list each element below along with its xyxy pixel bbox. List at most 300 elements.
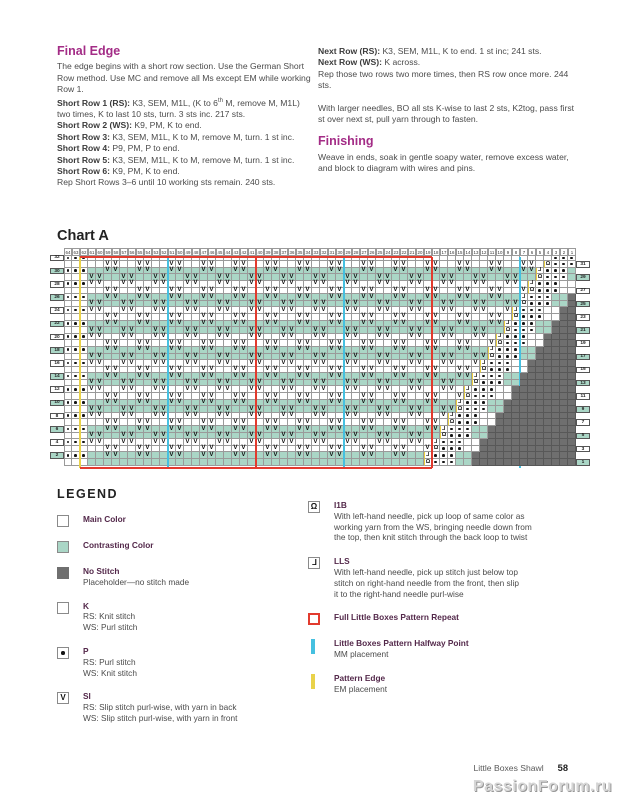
- chart-cell: [80, 439, 88, 446]
- slip-stitch: V: [128, 301, 136, 308]
- slip-stitch: V: [352, 386, 360, 393]
- slip-stitch: V: [280, 307, 288, 314]
- slip-stitch: V: [136, 446, 144, 453]
- slip-stitch: V: [472, 334, 480, 341]
- column-number: 64: [65, 250, 71, 255]
- chart-cell: [208, 433, 216, 440]
- slip-stitch: V: [232, 400, 240, 407]
- slip-stitch: V: [88, 406, 96, 413]
- chart-cell: [104, 433, 112, 440]
- chart-cell: [544, 419, 552, 426]
- column-number: 51: [169, 250, 175, 255]
- slip-stitch: V: [376, 386, 384, 393]
- chart-cell: [536, 393, 544, 400]
- slip-stitch: V: [216, 406, 224, 413]
- chart-cell: [312, 452, 320, 459]
- column-number: 40: [257, 250, 263, 255]
- slip-stitch: V: [216, 386, 224, 393]
- chart-cell: [496, 274, 504, 281]
- chart-cell: [552, 406, 560, 413]
- chart-cell: [184, 393, 192, 400]
- slip-stitch: V: [240, 367, 248, 374]
- chart-cell: [528, 433, 536, 440]
- slip-stitch: V: [488, 314, 496, 321]
- slip-stitch: V: [488, 261, 496, 268]
- slip-stitch: V: [104, 373, 112, 380]
- slip-stitch: V: [128, 334, 136, 341]
- chart-cell: [288, 419, 296, 426]
- chart-cell: [128, 288, 136, 295]
- chart-cell: [344, 288, 352, 295]
- slip-stitch: V: [432, 393, 440, 400]
- column-number: 17: [441, 250, 447, 255]
- chart-cell: [504, 380, 512, 387]
- chart-cell: [368, 406, 376, 413]
- row-number-right: 7: [576, 419, 590, 426]
- chart-cell: [144, 327, 152, 334]
- slip-stitch: V: [424, 288, 432, 295]
- row-number-right: 9: [576, 406, 590, 413]
- slip-stitch: V: [520, 261, 528, 268]
- chart-cell: [568, 360, 576, 367]
- chart-cell: [376, 393, 384, 400]
- chart-cell: [80, 413, 88, 420]
- slip-stitch: V: [88, 433, 96, 440]
- column-number: 44: [225, 250, 231, 255]
- chart-cell: [184, 340, 192, 347]
- slip-stitch: V: [296, 452, 304, 459]
- chart-cell: [400, 433, 408, 440]
- slip-stitch: V: [232, 373, 240, 380]
- chart-cell: [184, 314, 192, 321]
- column-number: 53: [153, 250, 159, 255]
- row-number-left: [50, 288, 64, 295]
- chart-cell: [568, 446, 576, 453]
- slip-stitch: V: [296, 400, 304, 407]
- slip-stitch: V: [400, 261, 408, 268]
- chart-cell: [480, 433, 488, 440]
- chart-cell: [488, 406, 496, 413]
- chart-cell: [64, 380, 72, 387]
- chart-cell: [64, 386, 72, 393]
- row-number-left: 2: [50, 452, 64, 459]
- column-number: 19: [425, 250, 431, 255]
- slip-stitch: V: [400, 393, 408, 400]
- chart-cell: [128, 452, 136, 459]
- column-number: 10: [497, 250, 503, 255]
- slip-stitch: V: [232, 314, 240, 321]
- slip-stitch: V: [112, 426, 120, 433]
- chart-cell: [168, 459, 176, 466]
- purl-stitch: [536, 301, 544, 308]
- chart-cell: [480, 261, 488, 268]
- column-number: 42: [241, 250, 247, 255]
- slip-stitch: V: [368, 268, 376, 275]
- chart-cell: [512, 426, 520, 433]
- chart-cell: [96, 314, 104, 321]
- chart-cell: [536, 360, 544, 367]
- slip-stitch: V: [464, 261, 472, 268]
- slip-stitch: V: [336, 321, 344, 328]
- chart-cell: [136, 459, 144, 466]
- slip-stitch: V: [248, 354, 256, 361]
- chart-cell: [560, 406, 568, 413]
- slip-stitch: V: [448, 274, 456, 281]
- chart-cell: [560, 433, 568, 440]
- chart-cell: [496, 413, 504, 420]
- row-number-left: [50, 446, 64, 453]
- p-swatch-icon: [57, 647, 69, 659]
- slip-stitch: V: [440, 274, 448, 281]
- slip-stitch: V: [376, 406, 384, 413]
- purl-stitch: [560, 255, 568, 262]
- slip-stitch: V: [192, 413, 200, 420]
- chart-cell: [536, 433, 544, 440]
- slip-stitch: V: [368, 367, 376, 374]
- chart-cell: [560, 347, 568, 354]
- slip-stitch: V: [512, 281, 520, 288]
- slip-stitch: V: [224, 439, 232, 446]
- slip-stitch: V: [344, 334, 352, 341]
- purl-stitch: [440, 452, 448, 459]
- chart-cell: [352, 340, 360, 347]
- chart-cell: [432, 354, 440, 361]
- slip-stitch: V: [160, 433, 168, 440]
- chart-cell: [80, 360, 88, 367]
- chart-cell: [344, 261, 352, 268]
- column-number: 33: [313, 250, 319, 255]
- chart-cell: [64, 367, 72, 374]
- purl-stitch: [488, 380, 496, 387]
- slip-stitch: V: [360, 426, 368, 433]
- slip-stitch: V: [352, 439, 360, 446]
- slip-stitch: V: [160, 334, 168, 341]
- chart-cell: [112, 380, 120, 387]
- chart-cell: [512, 393, 520, 400]
- chart-cell: [80, 459, 88, 466]
- purl-stitch: [544, 281, 552, 288]
- chart-cell: [128, 446, 136, 453]
- row-number-left: [50, 419, 64, 426]
- slip-stitch: V: [288, 307, 296, 314]
- slip-stitch: V: [144, 314, 152, 321]
- chart-cell: [512, 446, 520, 453]
- chart-cell: [368, 301, 376, 308]
- chart-cell: [560, 327, 568, 334]
- chart-cell: [536, 413, 544, 420]
- chart-cell: [568, 439, 576, 446]
- slip-stitch: V: [456, 261, 464, 268]
- slip-stitch: V: [160, 354, 168, 361]
- chart-cell: [472, 452, 480, 459]
- slip-stitch: V: [472, 360, 480, 367]
- i1b-stitch: Ω: [481, 366, 487, 373]
- chart-cell: [536, 452, 544, 459]
- slip-stitch: V: [248, 439, 256, 446]
- slip-stitch: V: [488, 288, 496, 295]
- chart-cell: [360, 301, 368, 308]
- chart-cell: [408, 393, 416, 400]
- purl-stitch: [552, 261, 560, 268]
- slip-stitch: V: [272, 419, 280, 426]
- chart-cell: [176, 459, 184, 466]
- chart-cell: [224, 340, 232, 347]
- slip-stitch: V: [424, 261, 432, 268]
- slip-stitch: V: [320, 301, 328, 308]
- slip-stitch: V: [320, 433, 328, 440]
- legend-item: [57, 646, 302, 678]
- slip-stitch: V: [264, 367, 272, 374]
- row-number-left: 24: [50, 307, 64, 314]
- purl-stitch: [432, 452, 440, 459]
- slip-stitch: V: [184, 406, 192, 413]
- column-number: 57: [121, 250, 127, 255]
- slip-stitch: V: [408, 386, 416, 393]
- slip-stitch: V: [128, 354, 136, 361]
- chart-cell: [384, 367, 392, 374]
- slip-stitch: V: [200, 452, 208, 459]
- i1b-stitch: Ω: [545, 260, 551, 267]
- slip-stitch: V: [256, 413, 264, 420]
- slip-stitch: V: [296, 288, 304, 295]
- slip-stitch: V: [432, 294, 440, 301]
- row-number-right: 11: [576, 393, 590, 400]
- chart-cell: [208, 354, 216, 361]
- purl-stitch: [456, 433, 464, 440]
- slip-stitch: V: [312, 406, 320, 413]
- slip-stitch: V: [184, 281, 192, 288]
- i1b-stitch: Ω: [529, 287, 535, 294]
- slip-stitch: V: [432, 419, 440, 426]
- chart-cell: [376, 288, 384, 295]
- slip-stitch: V: [176, 452, 184, 459]
- row-number-right: [576, 439, 590, 446]
- chart-cell: [448, 393, 456, 400]
- chart-cell: [144, 301, 152, 308]
- chart-cell: [88, 419, 96, 426]
- slip-stitch: V: [216, 413, 224, 420]
- chart-cell: [120, 288, 128, 295]
- chart-cell: [528, 347, 536, 354]
- chart-cell: [272, 301, 280, 308]
- purl-stitch: [480, 386, 488, 393]
- slip-stitch: V: [112, 268, 120, 275]
- paragraph: Short Row 2 (WS): K9, PM, K to end.: [57, 120, 202, 131]
- slip-stitch: V: [168, 393, 176, 400]
- slip-stitch: V: [128, 413, 136, 420]
- slip-stitch: V: [304, 452, 312, 459]
- chart-cell: [392, 327, 400, 334]
- slip-stitch: V: [344, 433, 352, 440]
- slip-stitch: V: [136, 419, 144, 426]
- chart-cell: [184, 288, 192, 295]
- purl-stitch: [496, 347, 504, 354]
- chart-cell: [408, 261, 416, 268]
- lls-stitch: L: [488, 347, 496, 354]
- chart-cell: [80, 261, 88, 268]
- slip-stitch: V: [400, 452, 408, 459]
- slip-stitch: V: [392, 400, 400, 407]
- slip-stitch: V: [192, 281, 200, 288]
- chart-cell: [544, 380, 552, 387]
- slip-stitch: V: [144, 268, 152, 275]
- chart-cell: [568, 288, 576, 295]
- slip-stitch: V: [528, 261, 536, 268]
- slip-stitch: V: [392, 347, 400, 354]
- slip-stitch: V: [456, 294, 464, 301]
- chart-cell: [136, 301, 144, 308]
- chart-cell: [440, 314, 448, 321]
- slip-stitch: V: [104, 426, 112, 433]
- paragraph: Short Row 5: K3, SEM, M1L, K to M, remove M, turn. 1 st inc.: [57, 154, 295, 165]
- chart-cell: [376, 446, 384, 453]
- chart-cell: [192, 446, 200, 453]
- slip-stitch: V: [512, 274, 520, 281]
- chart-cell: [560, 459, 568, 466]
- chart-cell: [560, 373, 568, 380]
- slip-stitch: V: [472, 301, 480, 308]
- chart-cell: [136, 354, 144, 361]
- lls-stitch: L: [496, 334, 504, 341]
- chart-cell: [520, 439, 528, 446]
- row-number-right: 19: [576, 340, 590, 347]
- chart-cell: [216, 393, 224, 400]
- slip-stitch: V: [448, 386, 456, 393]
- chart-cell: [176, 301, 184, 308]
- chart-cell: [496, 459, 504, 466]
- chart-cell: [184, 367, 192, 374]
- row-number-right: 31: [576, 261, 590, 268]
- chart-cell: [288, 459, 296, 466]
- chart-cell: [192, 288, 200, 295]
- slip-stitch: V: [288, 413, 296, 420]
- halfway-marker-icon: [311, 639, 315, 654]
- chart-cell: [240, 327, 248, 334]
- slip-stitch: V: [320, 413, 328, 420]
- chart-cell: [112, 301, 120, 308]
- slip-stitch: V: [120, 413, 128, 420]
- slip-stitch: V: [168, 426, 176, 433]
- chart-cell: [504, 459, 512, 466]
- slip-stitch: V: [344, 281, 352, 288]
- slip-stitch: V: [464, 268, 472, 275]
- slip-stitch: V: [336, 294, 344, 301]
- column-number: 1: [568, 248, 576, 257]
- column-number: 35: [297, 250, 303, 255]
- slip-stitch: V: [456, 314, 464, 321]
- slip-stitch: V: [312, 327, 320, 334]
- chart-cell: [568, 413, 576, 420]
- slip-stitch: V: [328, 367, 336, 374]
- row-number-left: [50, 340, 64, 347]
- slip-stitch: V: [328, 452, 336, 459]
- chart-cell: [448, 314, 456, 321]
- slip-stitch: V: [224, 380, 232, 387]
- chart-cell: [416, 340, 424, 347]
- chart-cell: [184, 452, 192, 459]
- slip-stitch: V: [240, 294, 248, 301]
- slip-stitch: V: [304, 446, 312, 453]
- slip-stitch: V: [360, 288, 368, 295]
- legend-item-description: With left-hand needle, pick up loop of same color as: [334, 510, 525, 521]
- slip-stitch: V: [288, 380, 296, 387]
- paragraph: Rep Short Rows 3–6 until 10 working sts remain. 240 sts.: [57, 177, 276, 188]
- slip-stitch: V: [488, 321, 496, 328]
- slip-stitch: V: [136, 268, 144, 275]
- slip-stitch: V: [352, 413, 360, 420]
- slip-stitch: V: [384, 327, 392, 334]
- slip-stitch: V: [128, 380, 136, 387]
- slip-stitch: V: [368, 347, 376, 354]
- slip-stitch: V: [472, 307, 480, 314]
- slip-stitch: V: [480, 301, 488, 308]
- slip-stitch: V: [136, 426, 144, 433]
- slip-stitch: V: [152, 413, 160, 420]
- slip-stitch: V: [264, 446, 272, 453]
- chart-cell: [288, 393, 296, 400]
- purl-stitch: [464, 433, 472, 440]
- chart-cell: [240, 380, 248, 387]
- chart-cell: [296, 433, 304, 440]
- chart-cell: [176, 380, 184, 387]
- slip-stitch: V: [320, 406, 328, 413]
- purl-stitch: [464, 413, 472, 420]
- slip-stitch: V: [320, 307, 328, 314]
- slip-stitch: V: [320, 354, 328, 361]
- purl-stitch: [440, 446, 448, 453]
- slip-stitch: V: [264, 393, 272, 400]
- slip-stitch: V: [112, 373, 120, 380]
- column-number: 56: [129, 250, 135, 255]
- chart-cell: [216, 314, 224, 321]
- chart-cell: [368, 327, 376, 334]
- slip-stitch: V: [392, 446, 400, 453]
- slip-stitch: V: [248, 274, 256, 281]
- slip-stitch: V: [224, 281, 232, 288]
- chart-cell: [512, 459, 520, 466]
- chart-cell: [288, 288, 296, 295]
- chart-cell: [272, 459, 280, 466]
- chart-cell: [528, 354, 536, 361]
- chart-cell: [256, 261, 264, 268]
- slip-stitch: V: [360, 400, 368, 407]
- chart-cell: [96, 340, 104, 347]
- slip-stitch: V: [112, 393, 120, 400]
- row-number-left: [50, 406, 64, 413]
- legend-item: [308, 556, 580, 599]
- chart-cell: [504, 406, 512, 413]
- slip-stitch: V: [368, 321, 376, 328]
- slip-stitch: V: [432, 314, 440, 321]
- slip-stitch: V: [272, 268, 280, 275]
- chart-cell: [280, 367, 288, 374]
- column-number: 63: [73, 250, 79, 255]
- slip-stitch: V: [88, 413, 96, 420]
- chart-cell: [344, 314, 352, 321]
- chart-cell: [208, 380, 216, 387]
- slip-stitch: V: [176, 314, 184, 321]
- chart-cell: [304, 301, 312, 308]
- slip-stitch: V: [224, 307, 232, 314]
- chart-cell: [568, 380, 576, 387]
- slip-stitch: V: [432, 261, 440, 268]
- slip-stitch: V: [352, 281, 360, 288]
- slip-stitch: V: [232, 347, 240, 354]
- slip-stitch: V: [368, 340, 376, 347]
- chart-cell: [464, 439, 472, 446]
- slip-stitch: V: [208, 367, 216, 374]
- slip-stitch: V: [360, 294, 368, 301]
